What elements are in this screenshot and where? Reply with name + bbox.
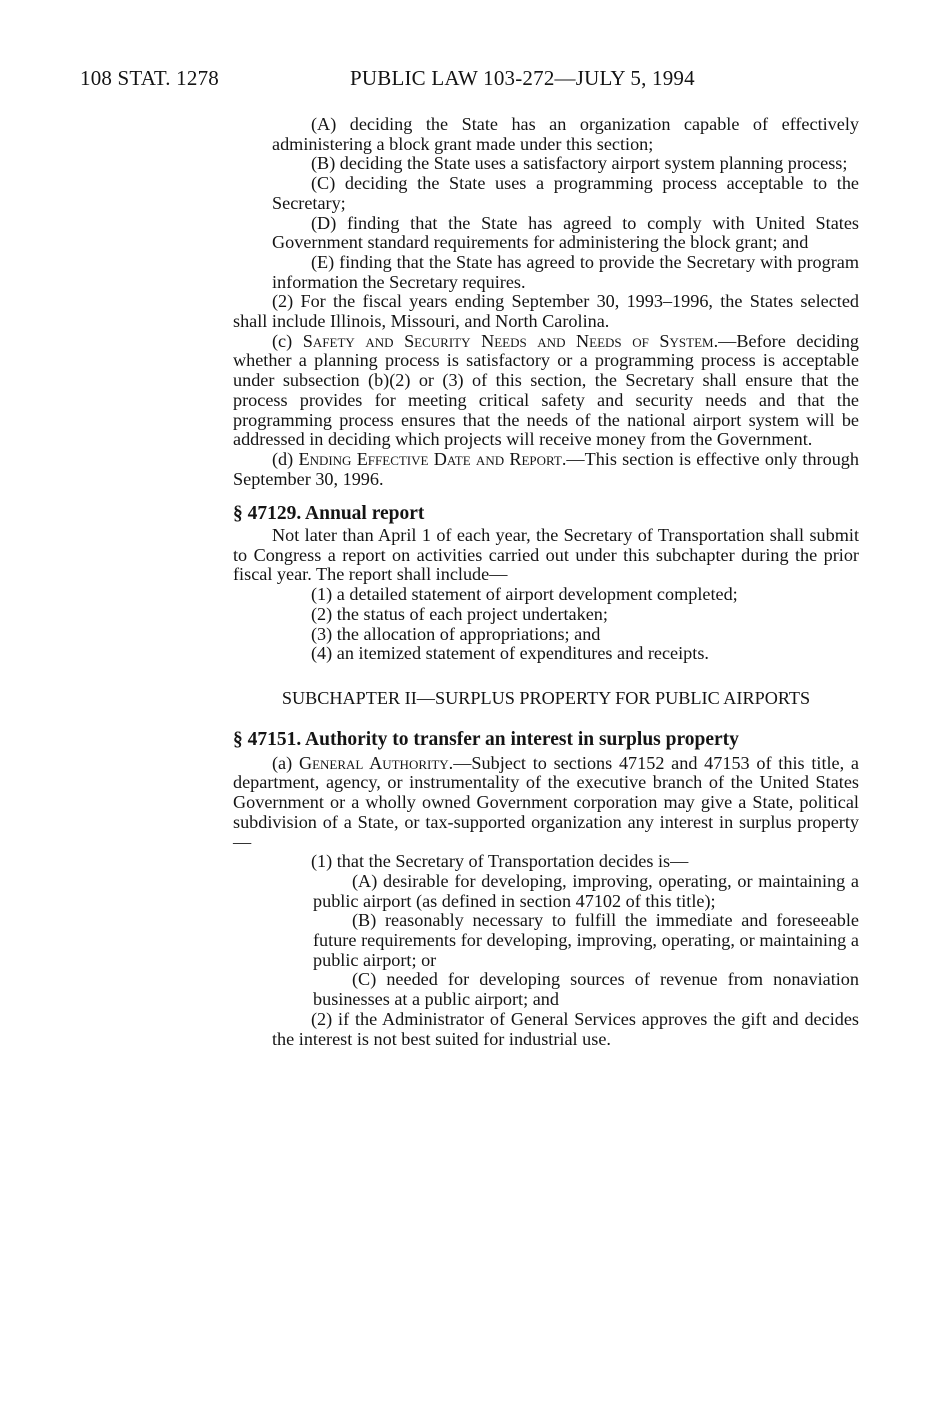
paragraph-b1-e: (E) finding that the State has agreed to provide the Secretary with program information the Secretary requires. (272, 251, 859, 292)
subsection-c (233, 332, 859, 450)
section-47129-intro: Not later than April 1 of each year, the Secretary of Transportation shall submit to Congress a report on activities carried out under this subchapter during the prior fiscal year. The report shall include— (233, 525, 859, 585)
page-body (233, 115, 859, 1049)
paragraph-a1-c: (C) needed for developing sources of revenue from nonaviation businesses at a public airport; and (313, 969, 859, 1010)
subsection-a-heading: General Authority. (298, 752, 454, 773)
paragraph-a1-a: (A) desirable for developing, improving, operating, or maintaining a public airport (as defined in section 47102 of this title); (313, 870, 859, 911)
subsection-d-text: —This section is effective only through September 30, 1996. (233, 448, 859, 489)
subsection-d (233, 450, 859, 489)
subchapter-heading: SUBCHAPTER II—SURPLUS PROPERTY FOR PUBLIC AIRPORTS (281, 687, 811, 708)
section-47129-heading: § 47129. Annual report (233, 503, 425, 525)
page-title: PUBLIC LAW 103-272—JULY 5, 1994 (350, 66, 695, 90)
section-47151-heading: § 47151. Authority to transfer an interest in surplus property (233, 728, 739, 750)
paragraph-b1-d: (D) finding that the State has agreed to comply with United States Government standard requirements for administering the block grant; and (272, 212, 859, 253)
subsection-a-label: (a) (272, 752, 299, 773)
subsection-c-text: —Before deciding whether a planning process is satisfactory or a programming process is acceptable under subsection (b)(2) or (3) of this section, the Secretary shall ensure that the process provides for meeting critical safety and security needs and that the programming process ensures that the needs of the national airport system will be addressed in deciding which projects will receive money from the Government. (233, 330, 860, 450)
subsection-a-text: —Subject to sections 47152 and 47153 of this title, a department, agency, or instrumentality of the executive branch of the United States Government or a wholly owned Government corporation may give a State, political subdivision of a State, or tax-supported organization any interest in surplus property— (233, 752, 859, 852)
paragraph-a1: (1) that the Secretary of Transportation decides is— (311, 851, 689, 872)
statute-citation: 108 STAT. 1278 (80, 66, 219, 90)
paragraph-b1-b: (B) deciding the State uses a satisfactory airport system planning process; (311, 153, 848, 174)
subsection-c-heading: Safety and Security Needs and Needs of System. (302, 330, 719, 351)
subsection-d-heading: Ending Effective Date and Report. (298, 448, 567, 469)
subsection-a (233, 754, 859, 853)
paragraph-a1-b: (B) reasonably necessary to fulfill the immediate and foreseeable future requirements for developing, improving, operating, or maintaining a public airport; or (313, 910, 859, 970)
subsection-d-label: (d) (272, 448, 299, 469)
paragraph-b1-a: (A) deciding the State has an organization capable of effectively administering a block grant made under this section; (272, 114, 859, 154)
report-item-3: (3) the allocation of appropriations; and (311, 623, 601, 644)
report-item-1: (1) a detailed statement of airport development completed; (311, 584, 738, 605)
report-item-4: (4) an itemized statement of expenditures and receipts. (311, 643, 709, 664)
paragraph-a2: (2) if the Administrator of General Services approves the gift and decides the interest is not best suited for industrial use. (272, 1008, 859, 1049)
paragraph-b1-c: (C) deciding the State uses a programming process acceptable to the Secretary; (272, 173, 859, 213)
report-item-2: (2) the status of each project undertaken; (311, 603, 608, 624)
paragraph-b2: (2) For the fiscal years ending September 30, 1993–1996, the States selected shall include Illinois, Missouri, and North Carolina. (233, 291, 859, 332)
subsection-c-label: (c) (272, 330, 303, 351)
